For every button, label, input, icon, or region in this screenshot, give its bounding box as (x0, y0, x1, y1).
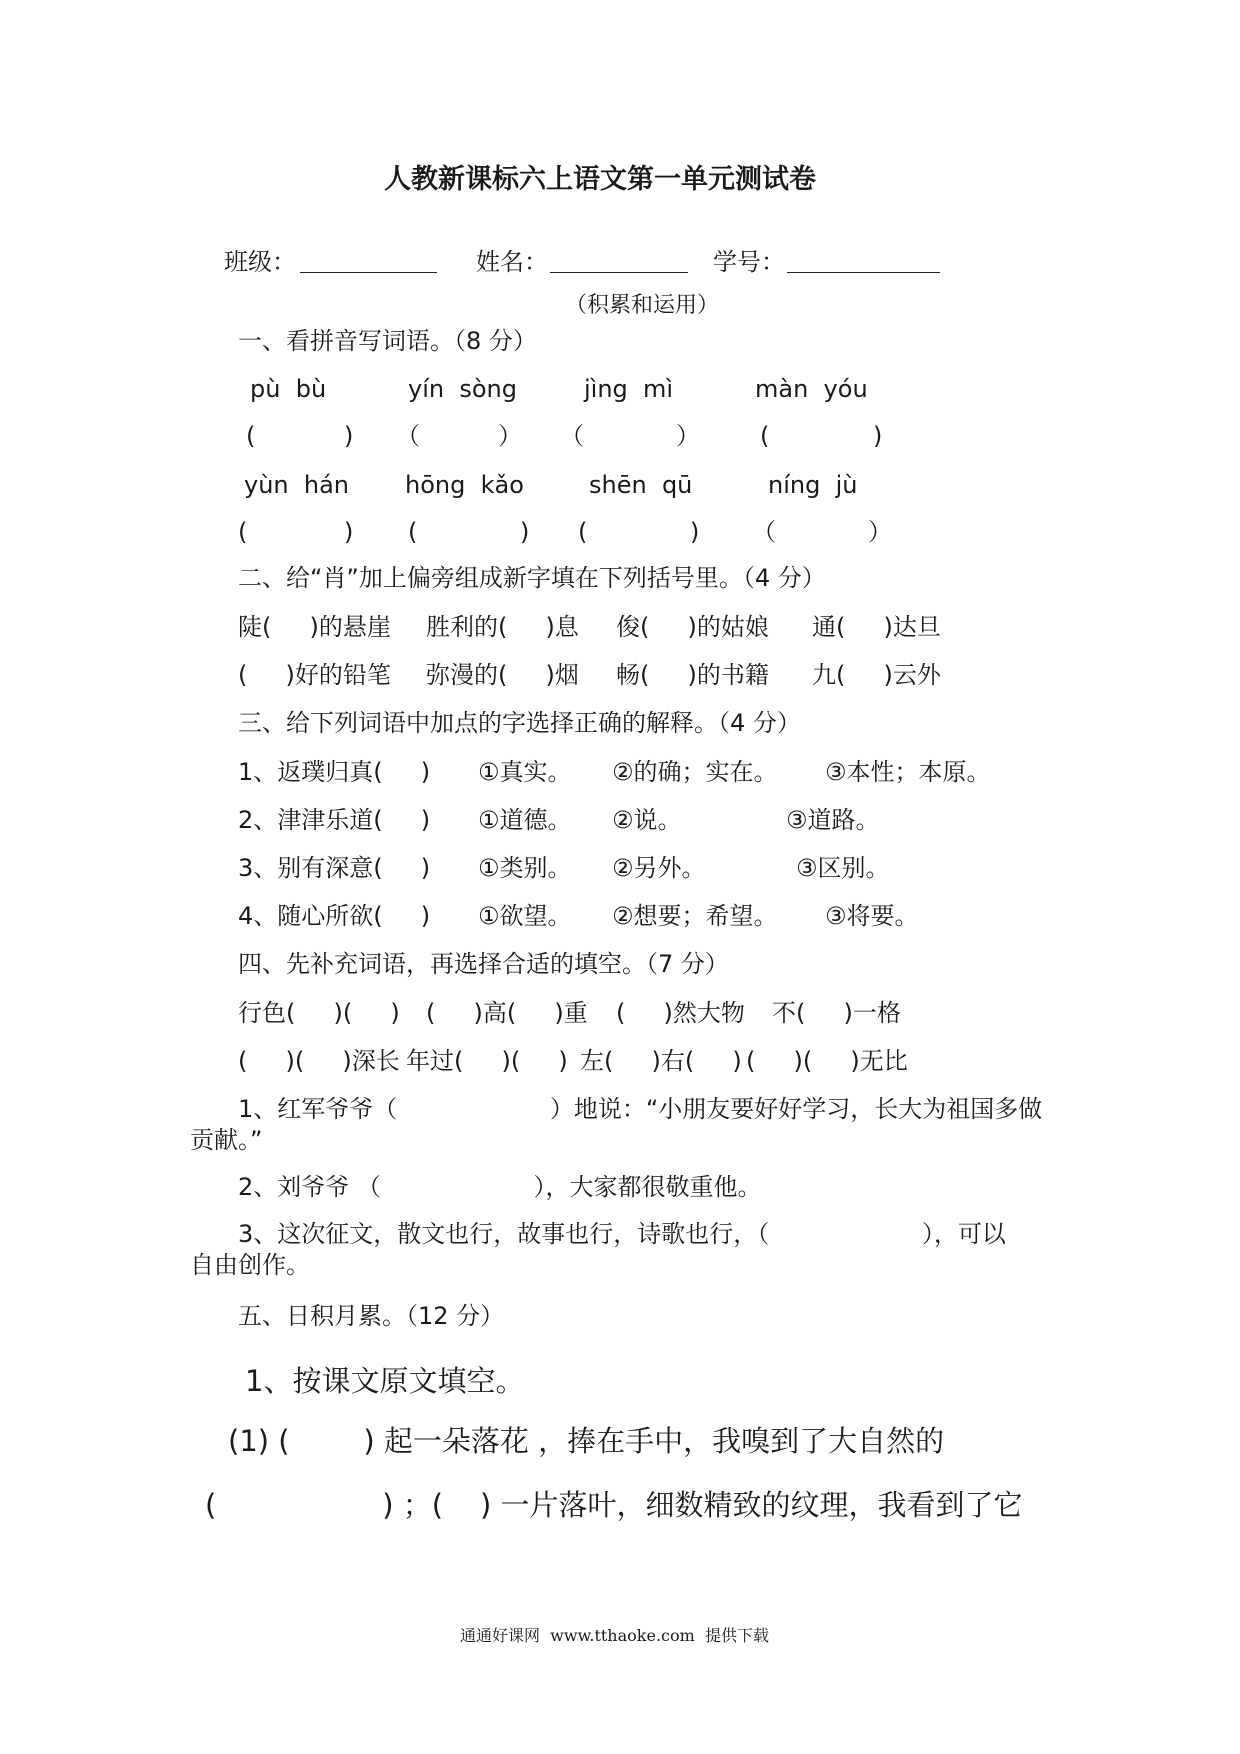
footer-text: 通通好课网 www.tthaoke.com 提供下载 (460, 1626, 769, 1645)
q2-item: 俊( )的姑娘 (616, 613, 769, 641)
q2-item: 弥漫的( )烟 (426, 661, 579, 689)
answer-blank-close: ) (344, 422, 354, 450)
q4-item: ( )( )深长 (238, 1047, 400, 1075)
q3-option: ①道德。 (478, 806, 572, 834)
q3-option: ②想要；希望。 (612, 902, 778, 930)
name-blank-line (550, 272, 688, 273)
q3-word: 4、随心所欲( ) (238, 902, 431, 930)
class-blank-line (300, 272, 437, 273)
q3-option: ②说。 (612, 806, 682, 834)
answer-blank-close: ） (676, 422, 700, 450)
q4-item: 年过( )( ) (406, 1047, 568, 1075)
q4-sentence-3-cont: 自由创作。 (190, 1251, 310, 1279)
q3-option: ③本性；本原。 (825, 758, 991, 786)
q3-word: 3、别有深意( ) (238, 854, 431, 882)
answer-blank-close: ) (520, 518, 530, 546)
q4-sentence-2: 2、刘爷爷 （ ），大家都很敬重他。 (238, 1173, 762, 1201)
q3-option: ③区别。 (796, 854, 890, 882)
q3-word: 1、返璞归真( ) (238, 758, 431, 786)
q2-item: 畅( )的书籍 (616, 661, 769, 689)
q5-heading: 五、日积月累。（12 分） (238, 1302, 505, 1330)
answer-blank-close: ) (690, 518, 700, 546)
q4-sentence-3: 3、这次征文，散文也行，故事也行，诗歌也行，（ ），可以 (238, 1220, 1006, 1248)
number-label: 学号： (713, 248, 785, 276)
q3-option: ①真实。 (478, 758, 572, 786)
q4-item: 左( )右( ) (580, 1047, 742, 1075)
answer-blank-open: （ (560, 422, 584, 450)
q4-sentence-1-cont: 贡献。” (190, 1126, 263, 1154)
answer-blank-close: ） (498, 422, 522, 450)
q3-option: ③道路。 (786, 806, 880, 834)
name-label: 姓名： (476, 248, 548, 276)
pinyin-1: pù bù (250, 375, 327, 403)
q5-sub1: 1、按课文原文填空。 (245, 1364, 525, 1398)
answer-blank-open: （ (752, 518, 776, 546)
number-blank-line (787, 272, 940, 273)
section-label: （积累和运用） (565, 293, 720, 318)
q4-heading: 四、先补充词语，再选择合适的填空。（7 分） (238, 950, 729, 978)
q3-option: ②另外。 (612, 854, 706, 882)
pinyin-5: yùn hán (244, 471, 350, 499)
answer-blank-open: ( (408, 518, 418, 546)
answer-blank-open: （ (396, 422, 420, 450)
q4-item: 不( )一格 (772, 999, 901, 1027)
answer-blank-close: ) (873, 422, 883, 450)
answer-blank-open: ( (246, 422, 256, 450)
page-title: 人教新课标六上语文第一单元测试卷 (384, 164, 816, 195)
q2-item: 胜利的( )息 (426, 613, 579, 641)
q4-item: ( )( )无比 (746, 1047, 908, 1075)
q3-option: ①类别。 (478, 854, 572, 882)
answer-blank-open: ( (760, 422, 770, 450)
pinyin-4: màn yóu (755, 375, 868, 403)
answer-blank-close: ) (344, 518, 354, 546)
q4-item: 行色( )( ) (238, 999, 400, 1027)
q3-option: ③将要。 (825, 902, 919, 930)
q3-word: 2、津津乐道( ) (238, 806, 431, 834)
q3-heading: 三、给下列词语中加点的字选择正确的解释。（4 分） (238, 709, 801, 737)
q2-item: 九( )云外 (812, 661, 941, 689)
pinyin-2: yín sòng (408, 375, 517, 403)
answer-blank-open: ( (578, 518, 588, 546)
q3-option: ①欲望。 (478, 902, 572, 930)
q1-heading: 一、看拼音写词语。（8 分） (238, 327, 537, 355)
answer-blank-open: ( (238, 518, 248, 546)
pinyin-6: hōng kǎo (405, 471, 524, 499)
q2-item: 通( )达旦 (812, 613, 941, 641)
answer-blank-close: ） (868, 518, 892, 546)
q4-sentence-1: 1、红军爷爷（ ）地说：“小朋友要好好学习，长大为祖国多做 (238, 1095, 1043, 1123)
q5-line-1: (1) ( ) 起一朵落花 ，捧在手中，我嗅到了大自然的 (228, 1424, 945, 1458)
q4-item: ( )然大物 (616, 999, 745, 1027)
q3-option: ②的确；实在。 (612, 758, 778, 786)
q2-heading: 二、给“肖”加上偏旁组成新字填在下列括号里。（4 分） (238, 564, 826, 592)
q2-item: ( )好的铅笔 (238, 661, 391, 689)
class-label: 班级： (224, 248, 296, 276)
pinyin-3: jìng mì (584, 375, 674, 403)
q4-item: ( )高( )重 (426, 999, 588, 1027)
pinyin-7: shēn qū (589, 471, 693, 499)
q5-line-2: ( ) ；( ) 一片落叶，细数精致的纹理，我看到了它 (205, 1488, 1023, 1522)
pinyin-8: níng jù (768, 471, 858, 499)
q2-item: 陡( )的悬崖 (238, 613, 391, 641)
